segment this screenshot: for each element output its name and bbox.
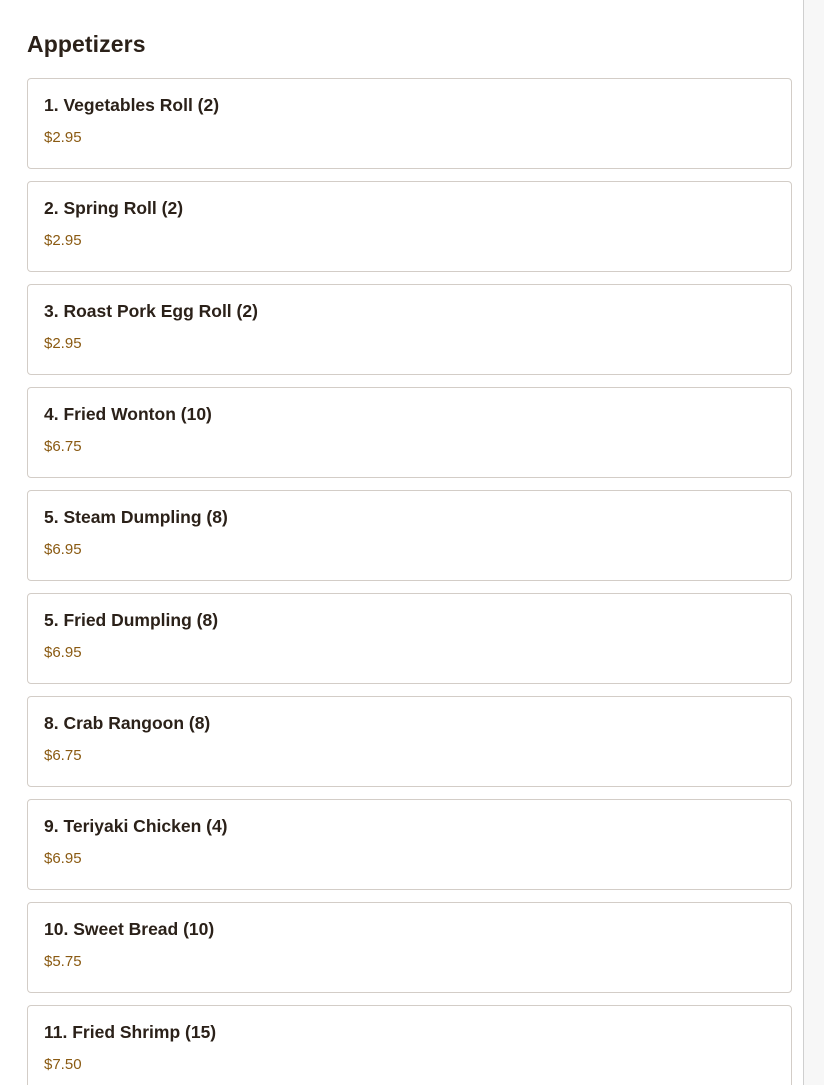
menu-item[interactable] <box>27 799 792 890</box>
menu-item-name: 3. Roast Pork Egg Roll (2) <box>44 301 258 321</box>
menu-item[interactable] <box>27 902 792 993</box>
menu-item-price: $6.75 <box>44 747 82 764</box>
menu-item-price: $7.50 <box>44 1056 82 1073</box>
menu-item-name: 10. Sweet Bread (10) <box>44 919 215 939</box>
menu-item[interactable] <box>27 284 792 375</box>
menu-item-name: 5. Fried Dumpling (8) <box>44 610 219 630</box>
menu-item-name: 2. Spring Roll (2) <box>44 198 184 218</box>
menu-item-price: $6.95 <box>44 850 82 867</box>
menu-item-name: 8. Crab Rangoon (8) <box>44 713 211 733</box>
section-title: Appetizers <box>27 31 146 57</box>
menu-item-price: $2.95 <box>44 129 82 146</box>
menu-item-price: $2.95 <box>44 232 82 249</box>
menu-item-name: 9. Teriyaki Chicken (4) <box>44 816 228 836</box>
menu-item-name: 5. Steam Dumpling (8) <box>44 507 228 527</box>
menu-item-name: 11. Fried Shrimp (15) <box>44 1022 217 1042</box>
menu-item[interactable] <box>27 181 792 272</box>
menu-item[interactable] <box>27 387 792 478</box>
menu-item-price: $2.95 <box>44 335 82 352</box>
menu-item[interactable] <box>27 696 792 787</box>
menu-item[interactable] <box>27 490 792 581</box>
menu-item[interactable] <box>27 78 792 169</box>
menu-item-list <box>27 78 792 1085</box>
menu-item-price: $5.75 <box>44 953 82 970</box>
menu-item-price: $6.75 <box>44 438 82 455</box>
menu-item-name: 1. Vegetables Roll (2) <box>44 95 220 115</box>
menu-item[interactable] <box>27 1005 792 1085</box>
right-gutter <box>804 0 824 1085</box>
menu-item[interactable] <box>27 593 792 684</box>
menu-item-price: $6.95 <box>44 644 82 661</box>
menu-item-name: 4. Fried Wonton (10) <box>44 404 212 424</box>
menu-item-price: $6.95 <box>44 541 82 558</box>
